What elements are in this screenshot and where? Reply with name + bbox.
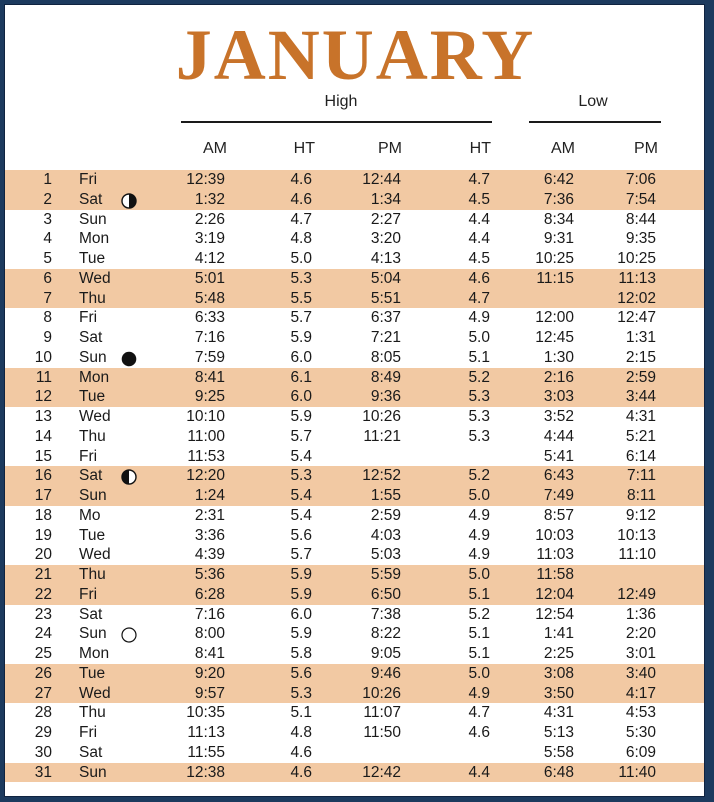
low-am-time: 4:31 xyxy=(543,704,574,722)
high-am-height: 4.7 xyxy=(290,210,312,228)
high-am-height: 5.8 xyxy=(290,645,312,662)
low-am-time: 5:41 xyxy=(543,447,574,465)
moon-first-quarter-icon xyxy=(121,193,137,209)
weekday: Fri xyxy=(79,724,98,741)
high-am-time: 10:35 xyxy=(186,704,225,722)
low-pm-time: 11:13 xyxy=(618,269,656,287)
low-pm-time: 3:44 xyxy=(625,388,656,406)
high-pm-time: 9:05 xyxy=(370,645,401,662)
table-row xyxy=(5,387,705,407)
low-pm-time: 4:17 xyxy=(625,684,656,702)
table-row xyxy=(5,190,705,210)
table-row xyxy=(5,427,705,447)
high-am-time: 11:00 xyxy=(187,427,225,445)
weekday: Mon xyxy=(79,645,110,662)
moon-new-icon xyxy=(121,351,137,367)
high-am-time: 11:53 xyxy=(187,447,225,465)
high-am-time: 7:16 xyxy=(194,605,225,623)
low-am-time: 1:41 xyxy=(543,625,574,643)
high-pm-height: 4.5 xyxy=(468,190,490,208)
high-am-time: 11:55 xyxy=(187,743,225,761)
table-row xyxy=(5,170,705,190)
table-row xyxy=(5,703,705,723)
low-pm-time: 9:35 xyxy=(625,230,656,248)
day-number: 18 xyxy=(34,506,52,524)
day-number: 4 xyxy=(43,230,52,248)
high-am-time: 8:41 xyxy=(194,645,225,662)
low-pm-time: 2:20 xyxy=(625,625,656,643)
low-am-time: 5:13 xyxy=(543,724,574,741)
high-am-height: 5.9 xyxy=(290,625,312,643)
table-row xyxy=(5,723,705,743)
table-row xyxy=(5,249,705,269)
high-pm-time: 6:50 xyxy=(370,585,401,603)
table-row xyxy=(5,210,705,230)
day-number: 20 xyxy=(34,546,52,564)
weekday: Tue xyxy=(79,664,106,682)
high-am-height: 4.6 xyxy=(290,171,312,188)
high-am-height: 6.1 xyxy=(290,368,312,386)
weekday: Tue xyxy=(79,388,106,406)
weekday: Fri xyxy=(79,309,98,327)
column-header-high-am-height: HT xyxy=(293,140,315,157)
low-am-time: 9:31 xyxy=(543,230,574,248)
high-am-height: 5.7 xyxy=(290,309,312,327)
day-number: 29 xyxy=(34,724,52,741)
table-row xyxy=(5,368,705,388)
low-pm-time: 12:47 xyxy=(617,309,656,327)
day-number: 23 xyxy=(34,605,52,623)
day-number: 24 xyxy=(34,625,52,643)
low-am-time: 3:03 xyxy=(543,388,574,406)
low-am-time: 11:58 xyxy=(536,566,574,583)
high-pm-height: 4.4 xyxy=(468,230,490,248)
high-am-time: 12:20 xyxy=(186,467,225,485)
table-row xyxy=(5,466,705,486)
weekday: Thu xyxy=(79,566,106,583)
high-pm-time: 5:03 xyxy=(370,546,401,564)
table-row xyxy=(5,486,705,506)
low-am-time: 10:03 xyxy=(535,526,574,544)
low-pm-time: 8:44 xyxy=(625,210,656,228)
day-number: 17 xyxy=(34,487,52,504)
weekday: Mon xyxy=(79,368,110,386)
table-row xyxy=(5,407,705,427)
high-pm-time: 9:36 xyxy=(370,388,401,406)
day-number: 14 xyxy=(34,427,52,445)
column-header-low-pm: PM xyxy=(634,140,658,157)
high-am-height: 5.0 xyxy=(290,250,312,267)
table-row xyxy=(5,269,705,289)
high-am-height: 5.9 xyxy=(290,585,312,603)
day-number: 15 xyxy=(34,447,52,465)
high-pm-height: 4.9 xyxy=(468,546,490,564)
low-am-time: 11:03 xyxy=(536,546,574,564)
high-am-time: 9:25 xyxy=(194,388,225,406)
high-pm-time: 11:50 xyxy=(363,724,401,741)
high-am-height: 5.4 xyxy=(290,487,312,504)
high-am-height: 5.5 xyxy=(290,289,312,307)
weekday: Mon xyxy=(79,230,110,248)
high-pm-time: 12:44 xyxy=(362,171,401,188)
table-row xyxy=(5,624,705,644)
high-pm-height: 4.7 xyxy=(468,171,490,188)
low-am-time: 5:58 xyxy=(543,743,574,761)
low-pm-time: 12:49 xyxy=(617,585,656,603)
day-number: 5 xyxy=(43,250,52,267)
high-pm-height: 5.2 xyxy=(468,467,490,485)
high-pm-time: 4:03 xyxy=(370,526,401,544)
high-pm-time: 8:22 xyxy=(370,625,401,643)
table-row xyxy=(5,743,705,763)
high-pm-height: 5.1 xyxy=(468,625,490,643)
high-pm-height: 5.3 xyxy=(468,388,490,406)
tide-table-body xyxy=(5,170,705,782)
low-pm-time: 2:59 xyxy=(625,368,656,386)
high-group-divider xyxy=(181,121,492,123)
column-header-high-pm: PM xyxy=(378,140,402,157)
low-am-time: 11:15 xyxy=(536,269,574,287)
high-am-height: 5.3 xyxy=(290,467,312,485)
high-am-time: 6:33 xyxy=(194,309,225,327)
high-pm-height: 5.2 xyxy=(468,605,490,623)
high-pm-height: 5.0 xyxy=(468,329,490,346)
low-am-time: 8:57 xyxy=(543,506,574,524)
high-am-height: 5.9 xyxy=(290,329,312,346)
high-am-time: 3:36 xyxy=(194,526,225,544)
day-number: 19 xyxy=(34,526,52,544)
high-pm-time: 10:26 xyxy=(362,684,401,702)
low-am-time: 2:25 xyxy=(543,645,574,662)
weekday: Sat xyxy=(79,743,103,761)
low-pm-time: 11:10 xyxy=(618,546,656,564)
high-tide-group-label: High xyxy=(324,93,358,110)
high-am-time: 9:20 xyxy=(194,664,225,682)
low-am-time: 6:48 xyxy=(543,763,574,781)
high-pm-time: 2:59 xyxy=(370,506,401,524)
high-am-time: 5:01 xyxy=(194,269,225,287)
day-number: 11 xyxy=(35,368,52,386)
high-am-height: 5.7 xyxy=(290,546,312,564)
table-row xyxy=(5,289,705,309)
low-pm-time: 12:02 xyxy=(617,289,656,307)
day-number: 7 xyxy=(43,289,52,307)
table-row xyxy=(5,308,705,328)
table-row xyxy=(5,506,705,526)
low-pm-time: 8:11 xyxy=(626,487,656,504)
high-am-time: 7:16 xyxy=(194,329,225,346)
weekday: Thu xyxy=(79,289,106,307)
high-am-time: 4:39 xyxy=(194,546,225,564)
high-pm-height: 4.9 xyxy=(468,684,490,702)
low-am-time: 6:42 xyxy=(543,171,574,188)
high-pm-time: 7:38 xyxy=(370,605,401,623)
low-am-time: 12:04 xyxy=(535,585,574,603)
high-am-time: 12:38 xyxy=(186,763,225,781)
high-am-height: 6.0 xyxy=(290,348,312,366)
high-pm-time: 11:21 xyxy=(363,427,401,445)
day-number: 28 xyxy=(34,704,52,722)
high-pm-height: 4.6 xyxy=(468,269,490,287)
weekday: Fri xyxy=(79,171,98,188)
high-pm-height: 4.7 xyxy=(468,704,490,722)
moon-full-icon xyxy=(121,627,137,643)
table-row xyxy=(5,328,705,348)
weekday: Sun xyxy=(79,625,107,643)
high-am-time: 3:19 xyxy=(194,230,225,248)
day-number: 26 xyxy=(34,664,52,682)
weekday: Wed xyxy=(79,408,111,425)
low-am-time: 3:50 xyxy=(543,684,574,702)
high-pm-time: 10:26 xyxy=(362,408,401,425)
high-pm-height: 5.2 xyxy=(468,368,490,386)
column-header-high-pm-height: HT xyxy=(469,140,491,157)
high-am-time: 11:13 xyxy=(187,724,225,741)
day-number: 10 xyxy=(34,348,52,366)
high-pm-time: 4:13 xyxy=(370,250,401,267)
high-am-height: 5.9 xyxy=(290,566,312,583)
high-am-time: 9:57 xyxy=(194,684,225,702)
high-am-time: 8:41 xyxy=(194,368,225,386)
table-row xyxy=(5,684,705,704)
table-row xyxy=(5,348,705,368)
high-pm-time: 11:07 xyxy=(363,704,401,722)
high-pm-height: 5.3 xyxy=(468,408,490,425)
table-row xyxy=(5,585,705,605)
low-pm-time: 11:40 xyxy=(618,763,656,781)
high-pm-time: 8:05 xyxy=(370,348,401,366)
table-row xyxy=(5,763,705,783)
high-am-time: 8:00 xyxy=(194,625,225,643)
page-title: JANUARY xyxy=(175,15,536,95)
low-pm-time: 6:14 xyxy=(625,447,656,465)
low-am-time: 7:36 xyxy=(543,190,574,208)
high-pm-height: 5.0 xyxy=(468,487,490,504)
low-pm-time: 7:54 xyxy=(625,190,656,208)
high-pm-height: 5.1 xyxy=(468,348,490,366)
high-pm-time: 1:55 xyxy=(370,487,401,504)
high-am-height: 5.1 xyxy=(290,704,312,722)
low-am-time: 2:16 xyxy=(543,368,574,386)
low-am-time: 4:44 xyxy=(543,427,574,445)
high-pm-time: 1:34 xyxy=(370,190,401,208)
low-pm-time: 5:30 xyxy=(625,724,656,741)
weekday: Tue xyxy=(79,526,106,544)
high-am-height: 4.6 xyxy=(290,743,312,761)
high-pm-height: 4.4 xyxy=(468,763,490,781)
high-pm-height: 4.5 xyxy=(468,250,490,267)
high-am-height: 6.0 xyxy=(290,388,312,406)
high-am-time: 2:26 xyxy=(194,210,225,228)
high-pm-time: 7:21 xyxy=(370,329,401,346)
tide-calendar-panel xyxy=(4,4,705,797)
high-pm-time: 8:49 xyxy=(370,368,401,386)
table-row xyxy=(5,229,705,249)
high-pm-height: 4.7 xyxy=(468,289,490,307)
high-am-height: 4.6 xyxy=(290,763,312,781)
day-number: 8 xyxy=(43,309,52,327)
high-pm-time: 5:59 xyxy=(370,566,401,583)
high-pm-time: 9:46 xyxy=(370,664,401,682)
high-am-height: 6.0 xyxy=(290,605,312,623)
column-header-low-am: AM xyxy=(551,140,575,157)
weekday: Sun xyxy=(79,763,107,781)
low-am-time: 1:30 xyxy=(543,348,574,366)
high-pm-height: 5.1 xyxy=(468,585,490,603)
day-number: 1 xyxy=(43,171,52,188)
weekday: Sun xyxy=(79,348,107,366)
high-pm-height: 5.0 xyxy=(468,664,490,682)
day-number: 2 xyxy=(43,190,52,208)
high-pm-time: 5:51 xyxy=(370,289,401,307)
high-pm-height: 5.1 xyxy=(468,645,490,662)
high-pm-time: 12:42 xyxy=(362,763,401,781)
high-pm-height: 5.0 xyxy=(468,566,490,583)
weekday: Wed xyxy=(79,546,111,564)
table-row xyxy=(5,605,705,625)
day-number: 13 xyxy=(34,408,52,425)
high-pm-height: 4.6 xyxy=(468,724,490,741)
moon-last-quarter-icon xyxy=(121,469,137,485)
low-pm-time: 1:31 xyxy=(625,329,656,346)
weekday: Tue xyxy=(79,250,106,267)
low-pm-time: 3:01 xyxy=(625,645,656,662)
table-row xyxy=(5,644,705,664)
high-pm-height: 5.3 xyxy=(468,427,490,445)
table-row xyxy=(5,545,705,565)
low-pm-time: 5:21 xyxy=(625,427,656,445)
day-number: 22 xyxy=(34,585,52,603)
day-number: 12 xyxy=(34,388,52,406)
day-number: 30 xyxy=(34,743,52,761)
high-am-time: 1:24 xyxy=(194,487,225,504)
high-am-height: 5.9 xyxy=(290,408,312,425)
day-number: 21 xyxy=(34,566,52,583)
low-am-time: 12:45 xyxy=(535,329,574,346)
high-am-height: 5.3 xyxy=(290,684,312,702)
weekday: Sat xyxy=(79,467,103,485)
weekday: Sat xyxy=(79,190,103,208)
weekday: Sun xyxy=(79,210,107,228)
low-pm-time: 4:31 xyxy=(625,408,656,425)
day-number: 9 xyxy=(43,329,52,346)
weekday: Fri xyxy=(79,585,98,603)
day-number: 27 xyxy=(34,684,52,702)
high-pm-time: 12:52 xyxy=(362,467,401,485)
low-am-time: 8:34 xyxy=(543,210,574,228)
weekday: Thu xyxy=(79,704,106,722)
table-row xyxy=(5,664,705,684)
high-am-time: 12:39 xyxy=(186,171,225,188)
low-am-time: 3:08 xyxy=(543,664,574,682)
high-am-time: 7:59 xyxy=(194,348,225,366)
high-pm-time: 5:04 xyxy=(370,269,401,287)
high-am-height: 4.8 xyxy=(290,724,312,741)
day-number: 31 xyxy=(34,763,52,781)
high-pm-time: 3:20 xyxy=(370,230,401,248)
low-tide-group-label: Low xyxy=(578,93,608,110)
high-am-time: 2:31 xyxy=(194,506,225,524)
day-number: 16 xyxy=(34,467,52,485)
table-row xyxy=(5,447,705,467)
high-am-time: 10:10 xyxy=(186,408,225,425)
high-am-height: 5.7 xyxy=(290,427,312,445)
day-number: 6 xyxy=(43,269,52,287)
high-am-height: 5.6 xyxy=(290,526,312,544)
low-pm-time: 1:36 xyxy=(625,605,656,623)
low-am-time: 3:52 xyxy=(543,408,574,425)
high-am-height: 5.3 xyxy=(290,269,312,287)
weekday: Mo xyxy=(79,506,101,524)
low-am-time: 12:54 xyxy=(535,605,574,623)
low-am-time: 7:49 xyxy=(543,487,574,504)
low-pm-time: 9:12 xyxy=(625,506,656,524)
high-am-time: 4:12 xyxy=(194,250,225,267)
day-number: 3 xyxy=(43,210,52,228)
low-pm-time: 7:11 xyxy=(626,467,656,485)
high-am-time: 5:48 xyxy=(194,289,225,307)
high-pm-height: 4.9 xyxy=(468,309,490,327)
high-am-height: 5.4 xyxy=(290,447,312,465)
high-pm-time: 2:27 xyxy=(370,210,401,228)
high-am-height: 4.6 xyxy=(290,190,312,208)
high-pm-height: 4.9 xyxy=(468,526,490,544)
high-am-height: 5.4 xyxy=(290,506,312,524)
weekday: Sat xyxy=(79,605,103,623)
low-pm-time: 10:25 xyxy=(617,250,656,267)
weekday: Fri xyxy=(79,447,98,465)
high-pm-height: 4.9 xyxy=(468,506,490,524)
low-pm-time: 10:13 xyxy=(617,526,656,544)
weekday: Wed xyxy=(79,269,111,287)
low-pm-time: 2:15 xyxy=(625,348,656,366)
day-number: 25 xyxy=(34,645,52,662)
low-group-divider xyxy=(529,121,661,123)
low-am-time: 6:43 xyxy=(543,467,574,485)
column-header-high-am: AM xyxy=(203,140,227,157)
high-am-height: 4.8 xyxy=(290,230,312,248)
table-row xyxy=(5,526,705,546)
table-row xyxy=(5,565,705,585)
low-am-time: 10:25 xyxy=(535,250,574,267)
high-am-height: 5.6 xyxy=(290,664,312,682)
low-pm-time: 6:09 xyxy=(625,743,656,761)
weekday: Sun xyxy=(79,487,107,504)
high-pm-height: 4.4 xyxy=(468,210,490,228)
low-pm-time: 3:40 xyxy=(625,664,656,682)
high-am-time: 1:32 xyxy=(194,190,225,208)
high-am-time: 6:28 xyxy=(194,585,225,603)
high-am-time: 5:36 xyxy=(194,566,225,583)
weekday: Thu xyxy=(79,427,106,445)
low-pm-time: 7:06 xyxy=(625,171,656,188)
low-am-time: 12:00 xyxy=(535,309,574,327)
high-pm-time: 6:37 xyxy=(370,309,401,327)
weekday: Wed xyxy=(79,684,111,702)
weekday: Sat xyxy=(79,329,103,346)
low-pm-time: 4:53 xyxy=(625,704,656,722)
